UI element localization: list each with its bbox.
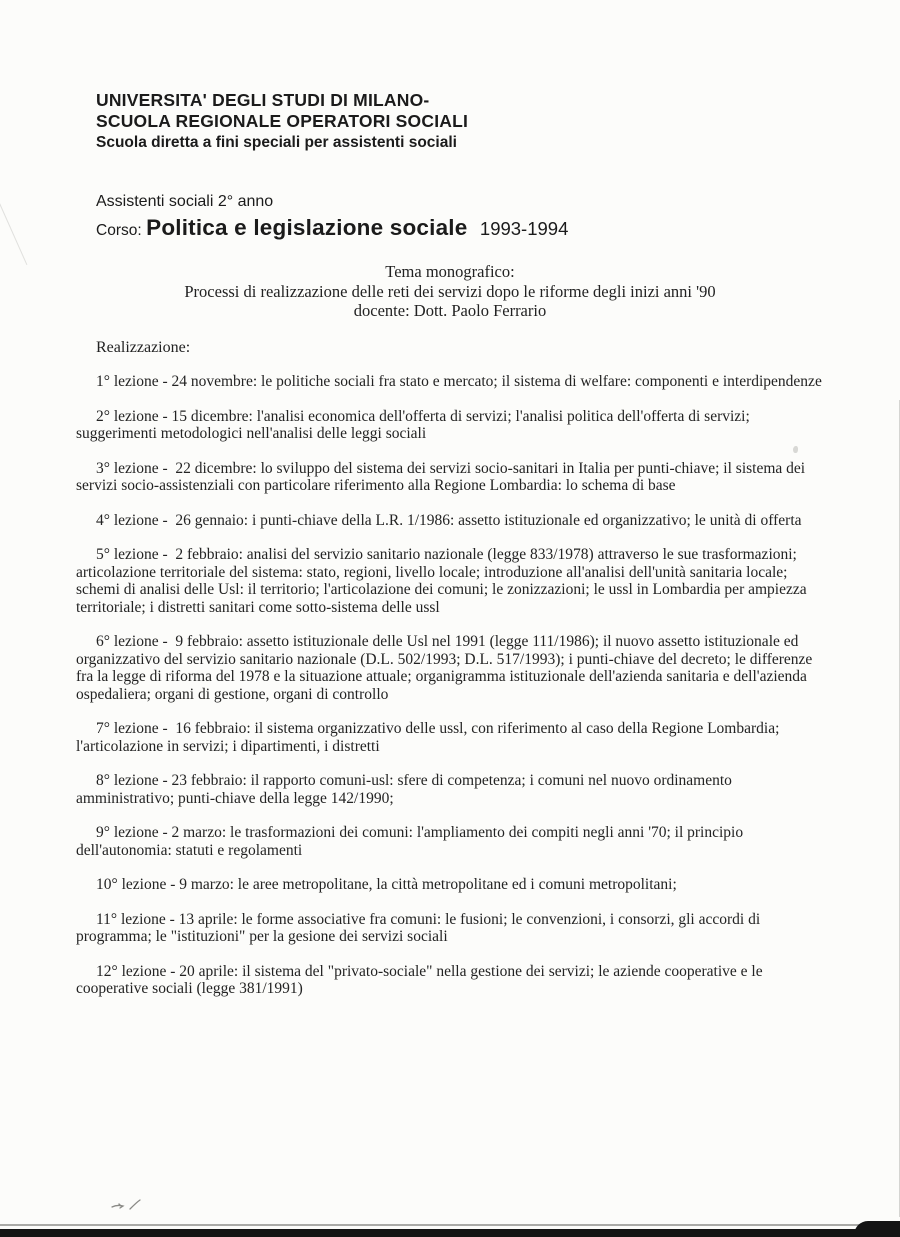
lesson-list <box>76 373 824 1015</box>
lesson-item: 3° lezione - 22 dicembre: lo sviluppo del sistema dei servizi socio-sanitari in Italia per punti-chiave; il sistema dei servizi socio-assistenziali con particolare riferimento alla Regione Lombardia: lo schema di base <box>76 459 809 494</box>
lesson-item: 10° lezione - 9 marzo: le aree metropolitane, la città metropolitane ed i comuni metropolitani; <box>96 876 677 893</box>
school-subtitle: Scuola diretta a fini speciali per assistenti sociali <box>96 134 457 151</box>
lesson-item: 11° lezione - 13 aprile: le forme associative fra comuni: le fusioni; le convenzioni, i consorzi, gli accordi di programma; le "istituzioni" per la gesione dei servizi sociali <box>76 910 765 945</box>
scan-bottom-edge-corner <box>854 1221 900 1237</box>
lesson-item: 2° lezione - 15 dicembre: l'analisi economica dell'offerta di servizi; l'analisi politica dell'offerta di servizi; suggerimenti metodologici nell'analisi delle leggi sociali <box>76 407 754 442</box>
university-letterhead <box>96 90 468 153</box>
course-academic-year: 1993-1994 <box>479 218 569 239</box>
lesson-item: 7° lezione - 16 febbraio: il sistema organizzativo delle ussl, con riferimento al caso della Regione Lombardia; l'articolazione in servizi; i dipartimenti, i distretti <box>76 720 784 755</box>
scan-smudge-artifact <box>0 155 27 265</box>
lesson-item: 9° lezione - 2 marzo: le trasformazioni dei comuni: l'ampliamento dei compiti negli anni '70; il principio dell'autonomia: statuti e regolamenti <box>76 824 747 859</box>
lesson-item: 6° lezione - 9 febbraio: assetto istituzionale delle Usl nel 1991 (legge 111/1986); il nuovo assetto istituzionale ed organizzativo del servizio sanitario nazionale (D.L. 502/1993; D.L. 517/1993); i punti-chiave del decreto; le differenze fra la legge di riforma del 1978 e la situazione attuale; organigramma istituzionale dell'azienda sanitaria e dell'azienda ospedaliera; organi di gestione, organi di controllo <box>76 633 817 703</box>
course-label: Corso: <box>96 222 142 239</box>
theme-subject: Processi di realizzazione delle reti dei servizi dopo le riforme degli inizi anni '90 <box>184 281 716 301</box>
theme-lecturer: docente: Dott. Paolo Ferrario <box>353 301 547 320</box>
lesson-item: 4° lezione - 26 gennaio: i punti-chiave della L.R. 1/1986: assetto istituzionale ed organizzativo; le unità di offerta <box>96 511 802 529</box>
section-heading: Realizzazione: <box>96 339 191 356</box>
school-name: SCUOLA REGIONALE OPERATORI SOCIALI <box>96 111 469 131</box>
scan-bottom-line <box>0 1224 900 1226</box>
lesson-item: 8° lezione - 23 febbraio: il rapporto comuni-usl: sfere di competenza; i comuni nel nuovo ordinamento amministrativo; punti-chiave della legge 142/1990; <box>76 772 736 807</box>
handwritten-pen-mark <box>110 1197 146 1213</box>
course-block <box>96 192 568 241</box>
university-name: UNIVERSITA' DEGLI STUDI DI MILANO- <box>96 90 430 110</box>
course-audience: Assistenti sociali 2° anno <box>96 193 274 210</box>
theme-block <box>76 262 824 321</box>
lesson-item: 5° lezione - 2 febbraio: analisi del servizio sanitario nazionale (legge 833/1978) attraverso le sue trasformazioni; articolazione territoriale del sistema: stato, regioni, livello locale; introduzione all'analisi dell'unità sanitaria locale; schemi di analisi delle Usl: il territorio; l'articolazione dei comuni; le zonizzazioni; le ussl in Lombardia per ampiezza territoriale; i distretti sanitari come sotto-sistema delle ussl <box>76 546 811 616</box>
theme-label: Tema monografico: <box>385 262 515 281</box>
lesson-item: 12° lezione - 20 aprile: il sistema del "privato-sociale" nella gestione dei servizi; le aziende cooperative e le cooperative sociali (legge 381/1991) <box>76 962 767 997</box>
lesson-item: 1° lezione - 24 novembre: le politiche sociali fra stato e mercato; il sistema di welfare: componenti e interdipendenze <box>96 373 822 390</box>
scan-bottom-edge <box>0 1229 900 1237</box>
course-title: Politica e legislazione sociale <box>146 215 468 240</box>
course-title-line <box>96 215 568 241</box>
